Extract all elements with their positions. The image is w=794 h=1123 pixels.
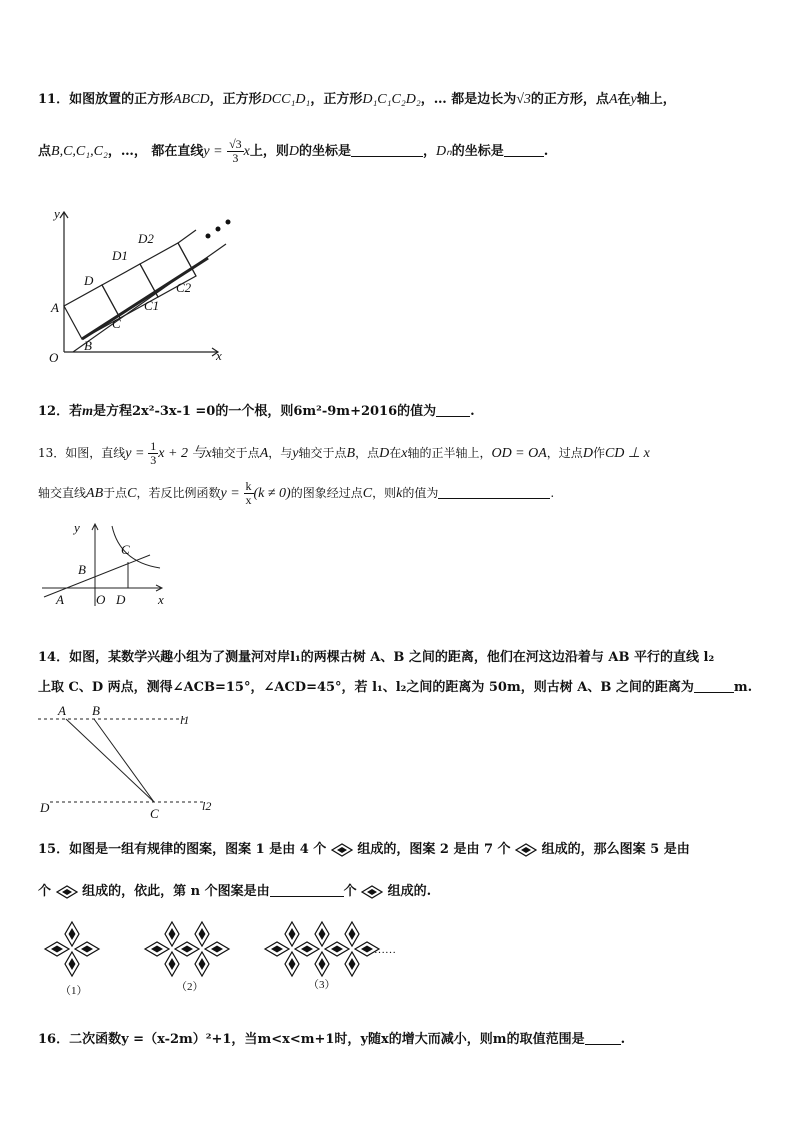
q15-ellipsis: …… <box>374 944 396 956</box>
q11-label-c1: C1 <box>144 298 160 313</box>
q11-line2: 点B,C,C₁,C₂，…， 都在直线y = $\frac{√3}{3}$ x上，则D的坐标是 ，Dₙ的坐标是 . <box>38 137 549 165</box>
q11-answer-blank-1[interactable] <box>351 142 423 157</box>
q11-label-c: C <box>112 316 121 331</box>
q11-label-y: y <box>54 206 60 221</box>
q14-label-c: C <box>150 806 159 821</box>
q11-label-a: A <box>51 300 59 315</box>
q13-k-fraction: $\frac{k}{x}$ <box>245 479 252 507</box>
q14-label-l1: l1 <box>180 713 190 727</box>
q16-line: 16．二次函数y =（x-2m）²+1，当m<x<m+1时，y随x的增大而减小，则m的取值范围是 . <box>38 1032 626 1047</box>
q12-line: 12．若m是方程2x²-3x-1 =0的一个根，则6m²-9m+2016的值为 . <box>38 404 475 419</box>
q14-figure <box>38 702 218 822</box>
q14-label-l2: l2 <box>202 799 212 813</box>
q11-fraction: $\frac{√3}{3}$ <box>229 137 242 165</box>
q14-label-b: B <box>92 703 100 718</box>
q14-segment-bc <box>94 719 154 802</box>
q14-label-a: A <box>58 703 66 718</box>
q15-answer-blank[interactable] <box>270 882 344 897</box>
diamond-tile-icon <box>56 885 78 899</box>
q15-pattern-2 <box>145 922 229 976</box>
q15-pattern-1 <box>45 922 99 976</box>
q13-label-a: A <box>56 592 64 607</box>
q16-answer-blank[interactable] <box>585 1030 621 1045</box>
q11-dot <box>216 227 221 232</box>
q13-label-y: y <box>74 520 80 535</box>
q13-answer-blank[interactable] <box>438 484 550 499</box>
q11-line1: 11．如图放置的正方形ABCD，正方形DCC₁D₁，正方形D₁C₁C₂D₂，… 都是边长为√3的正方形，点A在y轴上， <box>38 92 676 107</box>
q15-pattern-3 <box>265 922 379 976</box>
q15-caption-3: （3） <box>308 979 336 991</box>
q13-label-c: C <box>121 542 130 557</box>
diamond-tile-icon <box>515 843 537 857</box>
q11-label-b: B <box>84 338 92 353</box>
q11-label-d2: D2 <box>138 231 154 246</box>
q13-label-x: x <box>158 592 164 607</box>
q15-line2: 个 组成的，依此，第 n 个图案是由 个 组成的. <box>38 884 432 899</box>
q11-dot <box>206 234 211 239</box>
q15-line1: 15．如图是一组有规律的图案，图案 1 是由 4 个 组成的，图案 2 是由 7 个 组成的，那么图案 5 是由 <box>38 842 690 857</box>
q11-dot <box>226 220 231 225</box>
q11-figure <box>38 200 238 370</box>
q13-label-d: D <box>116 592 126 607</box>
q11-label-c2: C2 <box>176 280 192 295</box>
q14-segment-ac <box>66 719 154 802</box>
q11-label-d1: D1 <box>112 248 128 263</box>
q12-answer-blank[interactable] <box>436 402 470 417</box>
q13-figure <box>38 518 168 608</box>
q13-hyperbola <box>112 526 160 568</box>
q13-line-ab <box>44 555 150 597</box>
q13-label-o: O <box>96 592 106 607</box>
q11-label-d: D <box>84 273 94 288</box>
q14-answer-blank[interactable] <box>694 678 734 693</box>
q14-label-d: D <box>40 800 50 815</box>
q14-line1: 14．如图，某数学兴趣小组为了测量河对岸l₁的两棵古树 A、B 之间的距离，他们在河这边沿着与 AB 平行的直线 l₂ <box>38 650 715 665</box>
diamond-tile-icon <box>361 885 383 899</box>
q11-label-x: x <box>216 348 222 363</box>
q11-label-o: O <box>49 350 59 365</box>
q15-caption-1: （1） <box>60 985 88 997</box>
q13-fraction: $\frac{1}{3}$ <box>150 439 157 467</box>
q13-line1: 13．如图，直线y = $\frac{1}{3}$ x + 2 与x轴交于点A，与y轴交于点B，点D在x轴的正半轴上，OD = OA，过点D作CD ⊥ x <box>38 439 650 467</box>
q14-line2: 上取 C、D 两点，测得∠ACB=15°，∠ACD=45°，若 l₁、l₂之间的距离为 50m，则古树 A、B 之间的距离为 m. <box>38 680 753 695</box>
q11-answer-blank-2[interactable] <box>504 142 544 157</box>
q13-label-b: B <box>78 562 86 577</box>
diamond-tile-icon <box>331 843 353 857</box>
q15-caption-2: （2） <box>176 981 204 993</box>
q13-line2: 轴交直线AB于点C，若反比例函数y = $\frac{k}{x}$ (k ≠ 0)的图象经过点C，则k的值为 . <box>38 479 555 507</box>
q15-figure <box>40 920 400 1000</box>
